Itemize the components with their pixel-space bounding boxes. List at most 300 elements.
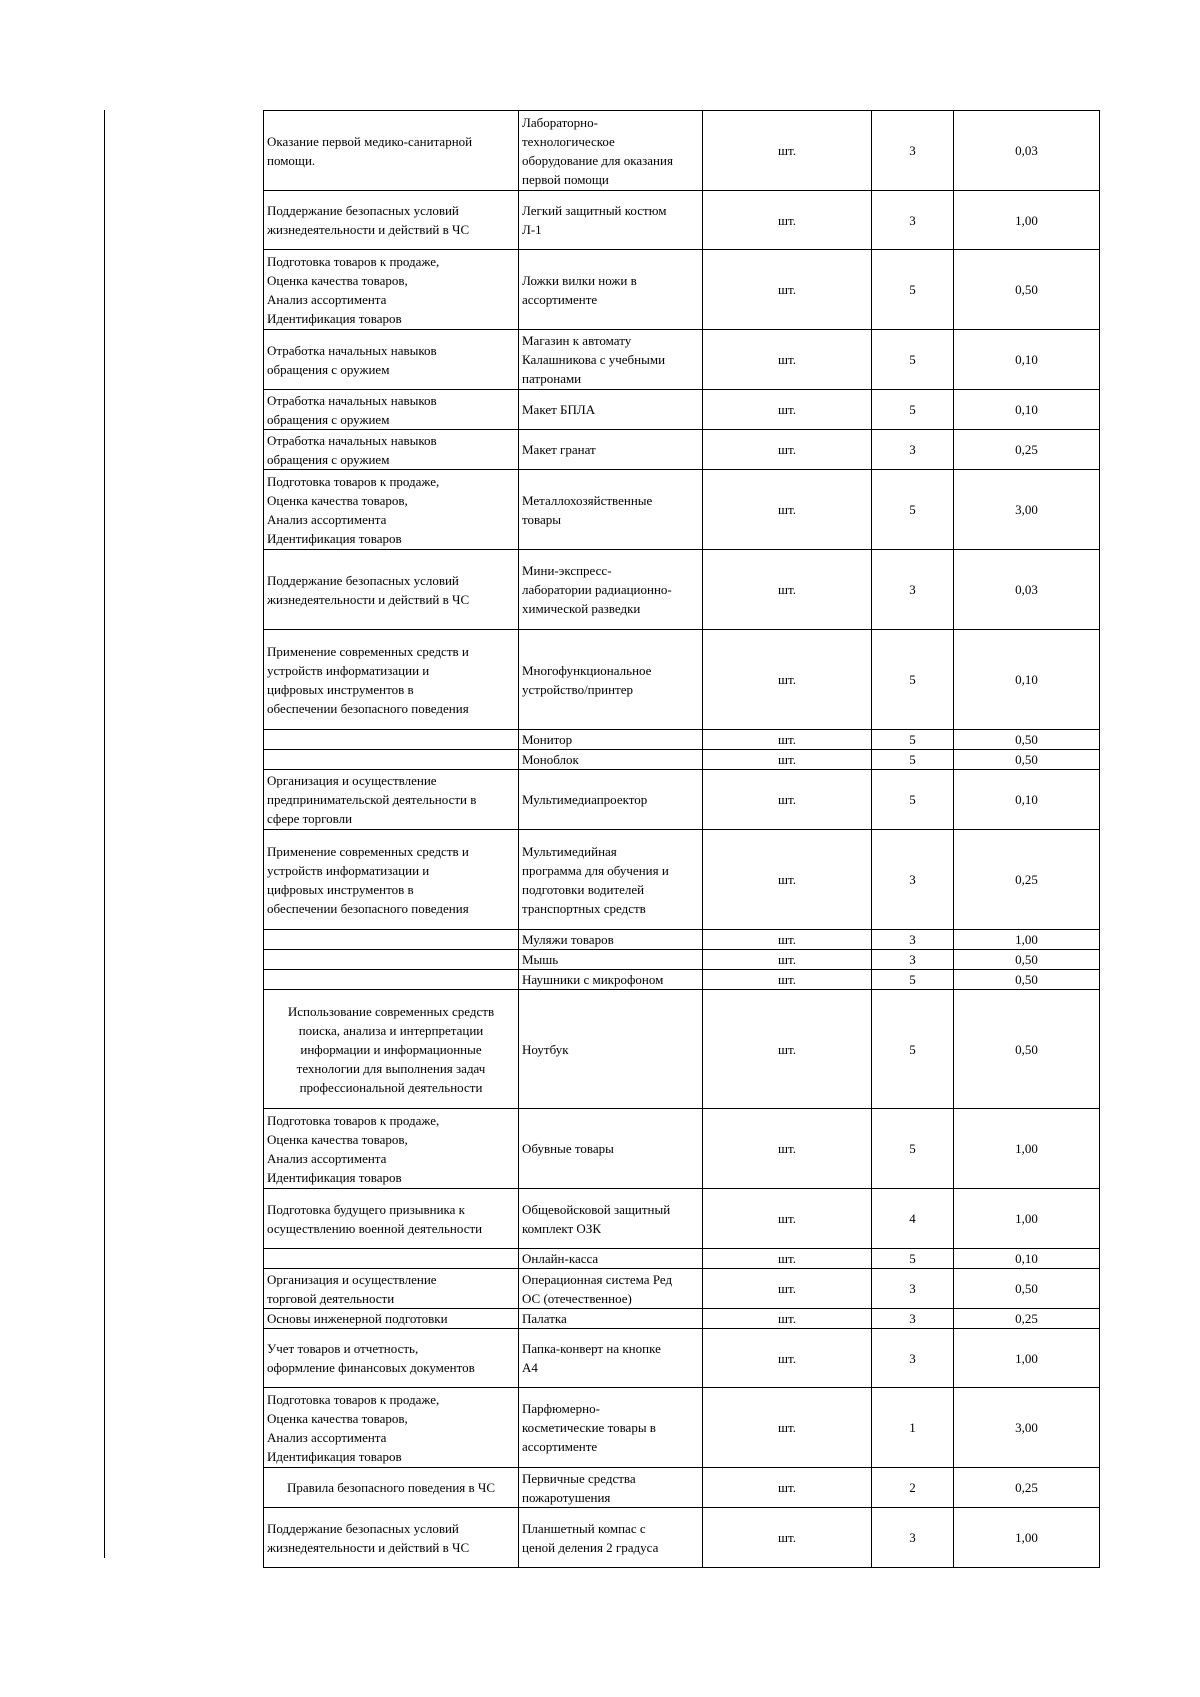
item-cell <box>519 1109 703 1189</box>
unit-cell <box>703 1189 872 1249</box>
item-cell-text: Моноблок <box>522 752 579 767</box>
quantity-cell <box>872 470 954 550</box>
unit-cell-text: шт. <box>778 872 796 887</box>
unit-cell-text: шт. <box>778 582 796 597</box>
norm-cell-text: 0,50 <box>1015 1041 1038 1057</box>
item-cell <box>519 1508 703 1568</box>
activity-cell-text: поиска, анализа и интерпретации <box>298 1022 484 1038</box>
norm-cell-text: 0,50 <box>1015 1281 1038 1296</box>
quantity-cell-text: 5 <box>909 1251 916 1266</box>
activity-cell-text: обращения с оружием <box>267 451 390 467</box>
item-cell-text: транспортных средств <box>522 900 646 916</box>
item-cell-text: ОС (отечественное) <box>522 1290 632 1306</box>
unit-cell-text: шт. <box>778 442 796 457</box>
norm-cell-text: 0,10 <box>1015 1251 1038 1266</box>
item-cell-text: устройство/принтер <box>522 681 634 697</box>
activity-cell-text: Анализ ассортимента <box>267 291 387 307</box>
item-cell <box>519 970 703 990</box>
unit-cell-text: шт. <box>778 1041 796 1057</box>
norm-cell-text: 0,10 <box>1015 352 1038 367</box>
item-cell <box>519 111 703 191</box>
unit-cell <box>703 950 872 970</box>
activity-cell-text: информации и информационные <box>300 1041 482 1057</box>
activity-cell <box>264 430 519 470</box>
quantity-cell <box>872 1508 954 1568</box>
activity-cell-text: Организация и осуществление <box>267 1271 437 1287</box>
activity-cell-text: Анализ ассортимента <box>267 511 387 527</box>
activity-cell <box>264 630 519 730</box>
table-row <box>264 1269 1100 1309</box>
item-cell <box>519 1468 703 1508</box>
activity-cell <box>264 191 519 250</box>
activity-cell-text: обращения с оружием <box>267 411 390 427</box>
norm-cell <box>954 191 1100 250</box>
unit-cell-text: шт. <box>778 502 796 517</box>
activity-cell-text: жизнедеятельности и действий в ЧС <box>267 1539 470 1555</box>
activity-cell-text: Анализ ассортимента <box>267 1429 387 1445</box>
activity-cell-text: Оценка качества товаров, <box>267 492 408 508</box>
item-cell-text: Макет БПЛА <box>522 402 596 417</box>
quantity-cell-text: 3 <box>909 582 916 597</box>
quantity-cell-text: 3 <box>909 1530 916 1545</box>
unit-cell <box>703 191 872 250</box>
unit-cell-text: шт. <box>778 1480 796 1495</box>
item-cell-text: Мультимедиапроектор <box>522 792 648 807</box>
quantity-cell <box>872 1329 954 1388</box>
item-cell-text: Операционная система Ред <box>522 1271 673 1287</box>
quantity-cell-text: 3 <box>909 872 916 887</box>
norm-cell <box>954 1249 1100 1269</box>
quantity-cell <box>872 830 954 930</box>
activity-cell <box>264 1269 519 1309</box>
item-cell-text: подготовки водителей <box>522 881 645 897</box>
quantity-cell <box>872 950 954 970</box>
item-cell-text: программа для обучения и <box>522 862 669 878</box>
norm-cell-text: 0,50 <box>1015 282 1038 297</box>
quantity-cell-text: 3 <box>909 212 916 228</box>
unit-cell <box>703 430 872 470</box>
unit-cell-text: шт. <box>778 1141 796 1156</box>
table-row <box>264 930 1100 950</box>
unit-cell-text: шт. <box>778 1420 796 1435</box>
item-cell <box>519 930 703 950</box>
item-cell <box>519 470 703 550</box>
unit-cell-text: шт. <box>778 1350 796 1366</box>
table-row <box>264 830 1100 930</box>
quantity-cell <box>872 770 954 830</box>
item-cell <box>519 1269 703 1309</box>
quantity-cell <box>872 1309 954 1329</box>
unit-cell <box>703 1388 872 1468</box>
activity-cell-text: Отработка начальных навыков <box>267 392 437 408</box>
activity-cell-text: обеспечении безопасного поведения <box>267 900 469 916</box>
item-cell-text: Обувные товары <box>522 1141 614 1156</box>
activity-cell <box>264 1249 519 1269</box>
activity-cell-text: Правила безопасного поведения в ЧС <box>286 1480 496 1495</box>
unit-cell-text: шт. <box>778 143 796 158</box>
activity-cell-text: Отработка начальных навыков <box>267 432 437 448</box>
norm-cell <box>954 550 1100 630</box>
unit-cell-text: шт. <box>778 672 796 687</box>
activity-cell <box>264 250 519 330</box>
activity-cell-text: Подготовка товаров к продаже, <box>267 1391 440 1407</box>
activity-cell-text: Учет товаров и отчетность, <box>267 1341 419 1356</box>
activity-cell <box>264 970 519 990</box>
activity-cell-text: Анализ ассортимента <box>267 1150 387 1166</box>
quantity-cell <box>872 750 954 770</box>
unit-cell-text: шт. <box>778 792 796 807</box>
table-row <box>264 550 1100 630</box>
activity-cell-text: Идентификация товаров <box>267 1448 402 1464</box>
table-row <box>264 1329 1100 1388</box>
norm-cell <box>954 1329 1100 1388</box>
item-cell-text: комплект ОЗК <box>522 1220 601 1236</box>
item-cell-text: пожаротушения <box>522 1489 611 1505</box>
activity-cell-text: профессиональной деятельности <box>299 1079 483 1095</box>
quantity-cell-text: 1 <box>909 1420 916 1435</box>
quantity-cell <box>872 630 954 730</box>
activity-cell-text: Применение современных средств и <box>267 843 469 859</box>
table-row <box>264 970 1100 990</box>
item-cell-text: Л-1 <box>522 222 542 237</box>
norm-cell <box>954 770 1100 830</box>
table-row <box>264 330 1100 390</box>
quantity-cell-text: 5 <box>909 972 916 987</box>
unit-cell <box>703 970 872 990</box>
item-cell-text: косметические товары в <box>522 1420 656 1435</box>
unit-cell-text: шт. <box>778 1281 796 1296</box>
norm-cell-text: 1,00 <box>1015 932 1038 947</box>
activity-cell-text: оформление финансовых документов <box>267 1360 475 1375</box>
norm-cell <box>954 970 1100 990</box>
unit-cell-text: шт. <box>778 952 796 967</box>
activity-cell-text: жизнедеятельности и действий в ЧС <box>267 591 470 607</box>
activity-cell <box>264 390 519 430</box>
norm-cell-text: 0,25 <box>1015 1311 1038 1326</box>
unit-cell <box>703 1249 872 1269</box>
norm-cell-text: 0,10 <box>1015 672 1038 687</box>
item-cell <box>519 390 703 430</box>
table-row <box>264 1388 1100 1468</box>
quantity-cell-text: 5 <box>909 752 916 767</box>
norm-cell-text: 1,00 <box>1015 1530 1038 1545</box>
item-cell <box>519 191 703 250</box>
item-cell-text: Ложки вилки ножи в <box>522 272 637 288</box>
quantity-cell <box>872 191 954 250</box>
item-cell <box>519 1329 703 1388</box>
norm-cell <box>954 1388 1100 1468</box>
quantity-cell-text: 3 <box>909 952 916 967</box>
activity-cell-text: Идентификация товаров <box>267 530 402 546</box>
norm-cell <box>954 330 1100 390</box>
norm-cell-text: 1,00 <box>1015 1141 1038 1156</box>
activity-cell <box>264 930 519 950</box>
unit-cell <box>703 330 872 390</box>
item-cell-text: Мышь <box>522 952 559 967</box>
item-cell <box>519 830 703 930</box>
activity-cell-text: Использование современных средств <box>287 1003 495 1019</box>
quantity-cell-text: 3 <box>909 932 916 947</box>
norm-cell <box>954 470 1100 550</box>
item-cell-text: Магазин к автомату <box>522 333 632 348</box>
activity-cell-text: цифровых инструментов в <box>267 881 414 897</box>
norm-cell-text: 0,03 <box>1015 582 1038 597</box>
norm-cell-text: 0,50 <box>1015 972 1038 987</box>
quantity-cell-text: 3 <box>909 442 916 457</box>
activity-cell-text: помощи. <box>267 152 316 168</box>
unit-cell <box>703 1269 872 1309</box>
norm-cell-text: 0,10 <box>1015 792 1038 807</box>
activity-cell <box>264 550 519 630</box>
quantity-cell <box>872 111 954 191</box>
activity-cell <box>264 830 519 930</box>
norm-cell <box>954 1189 1100 1249</box>
item-cell-text: Многофункциональное <box>522 662 652 678</box>
norm-cell-text: 1,00 <box>1015 212 1038 228</box>
quantity-cell-text: 3 <box>909 143 916 158</box>
unit-cell <box>703 830 872 930</box>
table-row <box>264 1189 1100 1249</box>
activity-cell-text: Оказание первой медико-санитарной <box>267 133 473 149</box>
item-cell-text: Общевойсковой защитный <box>522 1201 671 1217</box>
item-cell-text: товары <box>522 511 561 527</box>
unit-cell <box>703 470 872 550</box>
activity-cell-text: Применение современных средств и <box>267 643 469 659</box>
activity-cell-text: Подготовка товаров к продаже, <box>267 253 440 269</box>
item-cell-text: технологическое <box>522 133 615 149</box>
item-cell <box>519 550 703 630</box>
quantity-cell-text: 5 <box>909 282 916 297</box>
unit-cell <box>703 1468 872 1508</box>
activity-cell <box>264 1189 519 1249</box>
page-margin-line <box>104 110 105 1558</box>
item-cell-text: оборудование для оказания <box>522 152 673 168</box>
norm-cell <box>954 830 1100 930</box>
quantity-cell <box>872 990 954 1109</box>
unit-cell-text: шт. <box>778 752 796 767</box>
table-row <box>264 1468 1100 1508</box>
table-row <box>264 1249 1100 1269</box>
activity-cell-text: цифровых инструментов в <box>267 681 414 697</box>
activity-cell <box>264 950 519 970</box>
item-cell-text: Папка-конверт на кнопке <box>522 1341 661 1356</box>
item-cell <box>519 250 703 330</box>
quantity-cell <box>872 1388 954 1468</box>
item-cell-text: патронами <box>522 371 582 386</box>
item-cell <box>519 1309 703 1329</box>
unit-cell <box>703 770 872 830</box>
unit-cell <box>703 1109 872 1189</box>
table-row <box>264 430 1100 470</box>
quantity-cell <box>872 390 954 430</box>
item-cell-text: Лабораторно- <box>522 114 598 130</box>
quantity-cell-text: 5 <box>909 502 916 517</box>
item-cell-text: Первичные средства <box>522 1470 636 1486</box>
unit-cell-text: шт. <box>778 212 796 228</box>
norm-cell-text: 0,10 <box>1015 402 1038 417</box>
activity-cell-text: предпринимательской деятельности в <box>267 792 477 807</box>
activity-cell-text: Оценка качества товаров, <box>267 1410 408 1426</box>
item-cell-text: Онлайн-касса <box>522 1251 599 1266</box>
item-cell <box>519 630 703 730</box>
activity-cell <box>264 1468 519 1508</box>
item-cell-text: первой помощи <box>522 171 609 187</box>
item-cell-text: лаборатории радиационно- <box>522 582 672 597</box>
norm-cell <box>954 390 1100 430</box>
activity-cell-text: Поддержание безопасных условий <box>267 1520 459 1536</box>
quantity-cell-text: 5 <box>909 402 916 417</box>
unit-cell <box>703 250 872 330</box>
norm-cell <box>954 730 1100 750</box>
activity-cell <box>264 730 519 750</box>
table-row <box>264 630 1100 730</box>
unit-cell-text: шт. <box>778 1251 796 1266</box>
item-cell <box>519 1189 703 1249</box>
item-cell <box>519 430 703 470</box>
activity-cell <box>264 1109 519 1189</box>
quantity-cell-text: 3 <box>909 1281 916 1296</box>
unit-cell-text: шт. <box>778 932 796 947</box>
unit-cell <box>703 730 872 750</box>
unit-cell <box>703 990 872 1109</box>
item-cell-text: Планшетный компас с <box>522 1520 646 1536</box>
table-row <box>264 770 1100 830</box>
quantity-cell <box>872 1269 954 1309</box>
item-cell-text: Монитор <box>522 732 573 747</box>
activity-cell-text: Подготовка будущего призывника к <box>267 1201 465 1217</box>
quantity-cell <box>872 430 954 470</box>
item-cell-text: Мини-экспресс- <box>522 563 612 578</box>
activity-cell-text: обращения с оружием <box>267 361 390 377</box>
activity-cell <box>264 470 519 550</box>
norm-cell <box>954 1508 1100 1568</box>
norm-cell <box>954 1269 1100 1309</box>
item-cell <box>519 950 703 970</box>
norm-cell <box>954 1109 1100 1189</box>
quantity-cell-text: 2 <box>909 1480 916 1495</box>
activity-cell-text: осуществлению военной деятельности <box>267 1220 483 1236</box>
quantity-cell-text: 5 <box>909 732 916 747</box>
quantity-cell-text: 3 <box>909 1350 916 1366</box>
unit-cell <box>703 930 872 950</box>
item-cell <box>519 770 703 830</box>
unit-cell-text: шт. <box>778 732 796 747</box>
norm-cell-text: 0,25 <box>1015 1480 1038 1495</box>
unit-cell-text: шт. <box>778 1530 796 1545</box>
item-cell <box>519 1249 703 1269</box>
activity-cell <box>264 990 519 1109</box>
item-cell-text: Палатка <box>522 1311 567 1326</box>
unit-cell <box>703 630 872 730</box>
activity-cell-text: Идентификация товаров <box>267 1169 402 1185</box>
table-row <box>264 111 1100 191</box>
item-cell-text: Калашникова с учебными <box>522 352 666 367</box>
item-cell-text: Мультимедийная <box>522 843 617 859</box>
activity-cell <box>264 330 519 390</box>
activity-cell-text: Основы инженерной подготовки <box>267 1311 448 1326</box>
norm-cell <box>954 990 1100 1109</box>
unit-cell <box>703 550 872 630</box>
item-cell <box>519 990 703 1109</box>
quantity-cell <box>872 970 954 990</box>
quantity-cell-text: 5 <box>909 672 916 687</box>
activity-cell-text: Идентификация товаров <box>267 310 402 326</box>
activity-cell <box>264 111 519 191</box>
activity-cell-text: технологии для выполнения задач <box>296 1060 486 1076</box>
quantity-cell <box>872 550 954 630</box>
norm-cell-text: 0,50 <box>1015 952 1038 967</box>
item-cell-text: ассортименте <box>522 1439 598 1454</box>
quantity-cell <box>872 930 954 950</box>
quantity-cell <box>872 1109 954 1189</box>
norm-cell <box>954 250 1100 330</box>
unit-cell-text: шт. <box>778 1311 796 1326</box>
norm-cell-text: 0,03 <box>1015 143 1038 158</box>
item-cell-text: Ноутбук <box>522 1041 569 1057</box>
activity-cell <box>264 1309 519 1329</box>
quantity-cell <box>872 1189 954 1249</box>
unit-cell <box>703 111 872 191</box>
activity-cell-text: устройств информатизации и <box>267 662 430 678</box>
quantity-cell-text: 4 <box>909 1211 916 1226</box>
norm-cell-text: 1,00 <box>1015 1211 1038 1226</box>
activity-cell <box>264 1508 519 1568</box>
unit-cell <box>703 1329 872 1388</box>
unit-cell-text: шт. <box>778 972 796 987</box>
norm-cell <box>954 950 1100 970</box>
activity-cell-text: Подготовка товаров к продаже, <box>267 1112 440 1128</box>
equipment-table <box>263 110 1100 1568</box>
unit-cell <box>703 1309 872 1329</box>
activity-cell-text: Подготовка товаров к продаже, <box>267 473 440 489</box>
unit-cell <box>703 390 872 430</box>
item-cell <box>519 1388 703 1468</box>
item-cell <box>519 330 703 390</box>
item-cell-text: ассортименте <box>522 291 598 307</box>
norm-cell <box>954 750 1100 770</box>
norm-cell <box>954 1468 1100 1508</box>
activity-cell-text: Оценка качества товаров, <box>267 1131 408 1147</box>
quantity-cell-text: 5 <box>909 1041 916 1057</box>
quantity-cell-text: 5 <box>909 1141 916 1156</box>
table-body <box>264 111 1100 1568</box>
table-row <box>264 730 1100 750</box>
norm-cell <box>954 930 1100 950</box>
unit-cell-text: шт. <box>778 402 796 417</box>
item-cell-text: ценой деления 2 градуса <box>522 1539 659 1555</box>
activity-cell-text: устройств информатизации и <box>267 862 430 878</box>
activity-cell-text: Организация и осуществление <box>267 773 437 788</box>
quantity-cell-text: 5 <box>909 792 916 807</box>
activity-cell <box>264 750 519 770</box>
norm-cell-text: 3,00 <box>1015 502 1038 517</box>
norm-cell <box>954 630 1100 730</box>
activity-cell-text: Поддержание безопасных условий <box>267 572 459 588</box>
table-row <box>264 470 1100 550</box>
unit-cell <box>703 750 872 770</box>
item-cell-text: Наушники с микрофоном <box>522 972 664 987</box>
table-row <box>264 390 1100 430</box>
activity-cell-text: Отработка начальных навыков <box>267 342 437 358</box>
table-row <box>264 250 1100 330</box>
activity-cell-text: Поддержание безопасных условий <box>267 203 459 218</box>
item-cell <box>519 750 703 770</box>
norm-cell-text: 1,00 <box>1015 1350 1038 1366</box>
norm-cell-text: 0,25 <box>1015 872 1038 887</box>
unit-cell-text: шт. <box>778 352 796 367</box>
activity-cell <box>264 1388 519 1468</box>
norm-cell <box>954 111 1100 191</box>
